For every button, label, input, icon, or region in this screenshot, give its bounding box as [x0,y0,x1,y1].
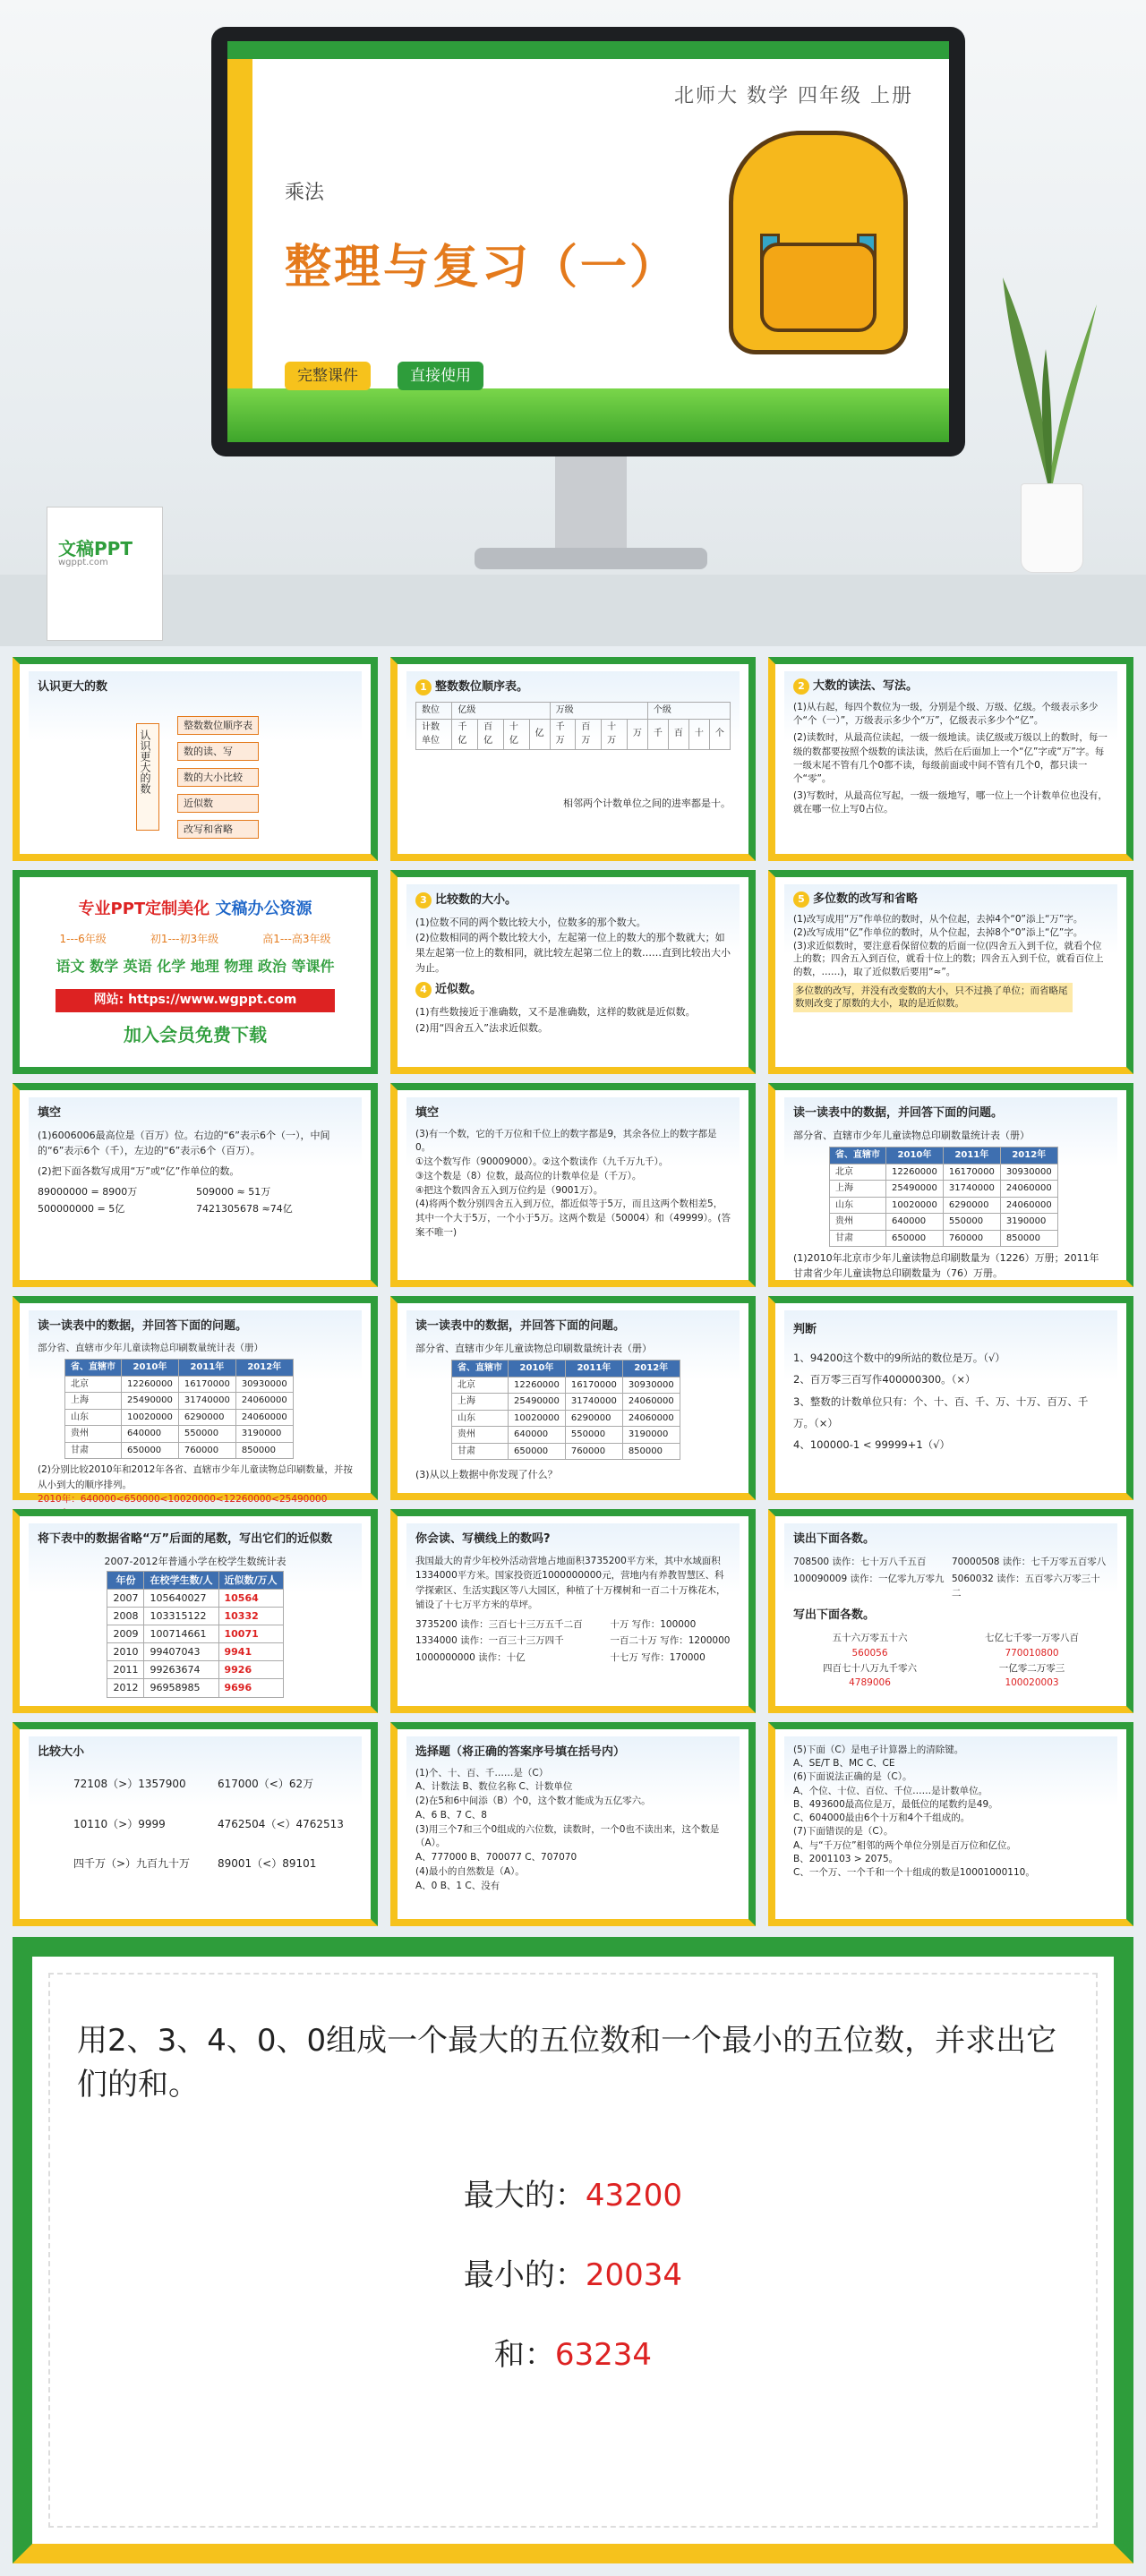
desk [0,575,1146,646]
grass-decoration [227,388,949,442]
card-title: 整数数位顺序表。 [435,680,529,694]
mindmap-item: 数的读、写 [177,742,259,761]
mindmap-item: 改写和省略 [177,820,259,839]
featured-slide[interactable] [13,1937,1133,2563]
slide-card-9[interactable]: 读一读表中的数据，并回答下面的问题。 部分省、直辖市少年儿童读物总印刷数量统计表（册） 省、直辖市 2010年 2011年 2012年 北京 12260000 16170000 30930000 上海 25490000 31740000 24060000 山东 10020000 6290000 24060000 贵州 640000 550000 3190000 甘肃 650000 760000 850000 (1)2010年北京市少年儿童读物总印刷数量为（1226）万册；2011年甘肃省少年儿童读物总印刷数量为（76）万册。 [768,1083,1133,1287]
calendar-logo-card [47,507,163,641]
answer-sum: 和：63234 [493,2336,653,2373]
ad-card[interactable]: 专业PPT定制美化 文稿办公资源 1---6年级 初1---初3年级 高1---高3年级 语文 数学 英语 化学 地理 物理 政治 等课件 网站: https://www.wgppt.com 加入会员免费下载 [13,870,378,1074]
slide-card-1[interactable] [13,657,378,861]
monitor-base [475,548,707,569]
slide-card-14[interactable]: 你会读、写横线上的数吗? 我国最大的青少年校外活动营地占地面积3735200平方米，其中水域面积1334000平方米。国家投资近1000000000元，营地内有养教智慧区、科学探索区、生活实践区等八大园区，种植了十万棵树和一百二十万株花木，铺设了十七万平方米的草坪。 3735200 读作：三百七十三万五千二百 十万 写作：100000 1334000 读作：一百三十三万四千 一百二十万 写作：1200000 1000000000 读作：十亿 十七万 写作：170000 [390,1509,756,1713]
answer-max: 最大的：43200 [463,2177,683,2213]
number-badge: 1 [415,679,432,695]
slide-card-8[interactable]: 填空 (3)有一个数，它的千万位和千位上的数字都是9，其余各位上的数字都是0。 ①这个数写作（90009000）。②这个数读作（九千万九千）。 ③这个数是（8）位数，最高位的计数单位是（千万）。 ④把这个数四舍五入到万位约是（9001万）。 (4)将两个数分别四舍五入到万位，都近似等于5万，而且这两个数相差5，其中一个大于5万，一个小于5万。这两个数是（50004）和（49999）。(答案不唯一) [390,1083,756,1287]
slide-card-2[interactable] [390,657,756,861]
card-title: 认识更大的数 [38,680,108,694]
lesson-label: 乘法 [285,182,325,204]
subject-label: 北师大 数学 四年级 上册 [674,85,913,107]
slide-card-13[interactable]: 将下表中的数据省略“万”后面的尾数，写出它们的近似数 2007-2012年普通小学在校学生数统计表 年份 在校学生数/人 近似数/万人 2007 105640027 10564 2008 103315122 10332 2009 100714661 10071 2010 99407043 9941 2011 99263674 9926 2012 96958985 9696 [13,1509,378,1713]
slide-row-4 [13,1296,1133,1505]
brand-url: wgppt.com [58,558,108,567]
slide-card-3[interactable]: 2 大数的读法、写法。 (1)从右起，每四个数位为一级，分别是个级、万级、亿级。个级表示多少个“个（一）”，万级表示多少个“万”，亿级表示多少个“亿”。 (2)读数时，从最高位读起，一级一级地读。读亿级或万级以上的数时，每一级的数都要按照个级数的读法读，然后在后面加上一个“亿”字或“万”字。每一级末尾不管有几个0都不读，每级前面或中间不管有几个0，都只读一个“零”。 (3)写数时，从最高位写起，一级一级地写，哪一位上一个计数单位也没有，就在哪一位上写0占位。 [768,657,1133,861]
slide-card-11[interactable]: 读一读表中的数据，并回答下面的问题。 部分省、直辖市少年儿童读物总印刷数量统计表（册） 省、直辖市 2010年 2011年 2012年 北京 12260000 16170000 30930000 上海 25490000 31740000 24060000 山东 10020000 6290000 24060000 贵州 640000 550000 3190000 甘肃 650000 760000 850000 (3)从以上数据中你发现了什么？ [390,1296,756,1500]
student-count-table [107,1571,283,1697]
table-row: 2009 100714661 10071 [107,1625,283,1643]
table-row: 2007 105640027 10564 [107,1590,283,1608]
slide-card-17[interactable]: 选择题（将正确的答案序号填在括号内） (1)个、十、百、千……是（C） A、计数法 B、数位名称 C、计数单位 (2)在5和6中间添（B）个0，这个数才能成为五亿零六。 A、6 B、7 C、8 (3)用三个7和三个0组成的六位数，读数时，一个0也不读出来，这个数是（A）。 A、777000 B、700077 C、707070 (4)最小的自然数是（A）。 A、0 B、1 C、没有 [390,1722,756,1926]
direct-use-button[interactable]: 直接使用 [398,362,483,390]
slide-card-12[interactable]: 判断 1、94200这个数中的9所站的数位是万。（√） 2、百万零三百写作400000300。（×） 3、整数的计数单位只有：个、十、百、千、万、十万、百万、千万。（×） 4、100000-1 < 99999+1（√） [768,1296,1133,1500]
monitor-stand [555,456,627,555]
cover-slide [227,41,949,442]
mindmap-item: 数的大小比较 [177,768,259,787]
slide-row-6 [13,1722,1133,1926]
monitor [211,27,965,456]
slide-card-16[interactable]: 比较大小 72108（>）1357900 617000（<）62万 10110（>）9999 4762504（<）4762513 四千万（>）九百九十万 89001（<）89101 [13,1722,378,1926]
slide-row-5 [13,1509,1133,1713]
backpack-illustration [729,131,908,354]
complete-courseware-button[interactable]: 完整课件 [285,362,371,390]
reading-stats-table: 省、直辖市 2010年 2011年 2012年 北京 12260000 16170000 30930000 上海 25490000 31740000 24060000 山东 10020000 6290000 24060000 贵州 640000 550000 3190000 甘肃 650000 760000 850000 [829,1147,1058,1247]
slide-card-6[interactable]: 5 多位数的改写和省略 (1)改写成用“万”作单位的数时，从个位起，去掉4个“0”添上“万”字。 (2)改写成用“亿”作单位的数时，从个位起，去掉8个“0”添上“亿”字。 (3)求近似数时，要注意看保留位数的后面一位(四舍五入到千位，就看个位上的数；四舍五入到百位，就看十位上的数；四舍五入到千位，就看百位上的数，……)，取了近似数后要用“≈”。 多位数的改写，并没有改变数的大小，只不过换了单位；而省略尾数则改变了原数的大小，取的是近似数。 [768,870,1133,1074]
table-header: 年份 [107,1572,144,1590]
cover-title: 整理与复习（一） [285,241,680,294]
mindmap-item: 近似数 [177,794,259,813]
table-header: 近似数/万人 [218,1572,283,1590]
slide-card-7[interactable]: 填空 (1)6006006最高位是（百万）位。右边的“6”表示6个（一），中间的“6”表示6个（千），左边的“6”表示6个（百万）。 (2)把下面各数写成用“万”或“亿”作单位的数。 89000000 = 8900万 509000 ≈ 51万 500000000 = 5亿 7421305678 ≈74亿 [13,1083,378,1287]
plant-icon [994,269,1101,483]
mindmap-center: 认识更大的数 [136,723,159,831]
place-value-table: 数位 亿级 万级 个级 计数单位 千亿 百亿 十亿 亿 千万 百万 十万 万 千 百 十 个 [415,702,731,750]
slide-row-1 [13,657,1133,861]
card-title: 大数的读法、写法。 [813,679,919,693]
plant-pot [1021,483,1083,573]
mindmap-items [177,716,259,839]
slide-card-18[interactable]: (5)下面（C）是电子计算器上的清除键。 A、SE/T B、MC C、CE (6)下面说法正确的是（C）。 A、个位、十位、百位、千位……是计数单位。 B、493600最高位是万，最低位的尾数约是49。 C、604000最由6个十万和4个千组成的。 (7)下面错误的是（C）。 A、与“千万位”相邻的两个单位分别是百万位和亿位。 B、2001103 > 2075。 C、一个万、一个千和一个十组成的数是10001000110。 [768,1722,1133,1926]
question-text: 用2、3、4、0、0组成一个最大的五位数和一个最小的五位数，并求出它们的和。 [77,2023,1057,2103]
website-link[interactable]: 网站: https://www.wgppt.com [56,989,335,1012]
slide-row-3 [13,1083,1133,1287]
table-header: 在校学生数/人 [144,1572,218,1590]
hero-banner [0,0,1146,646]
brand-logo: 文稿PPT [58,538,133,559]
table-row: 2011 99263674 9926 [107,1661,283,1679]
answer-min: 最小的：20034 [463,2256,683,2293]
slide-card-10[interactable]: 读一读表中的数据，并回答下面的问题。 部分省、直辖市少年儿童读物总印刷数量统计表（册） 省、直辖市 2010年 2011年 2012年 北京 12260000 16170000 30930000 上海 25490000 31740000 24060000 山东 10020000 6290000 24060000 贵州 640000 550000 3190000 甘肃 650000 760000 850000 (2)分别比较2010年和2012年各省、直辖市少年儿童读物总印刷数量，并按从小到大的顺序排列。 2010年：640000<650000<10020000<12260000<25490000 [13,1296,378,1500]
slide-row-2 [13,870,1133,1074]
slide-card-15[interactable]: 读出下面各数。 708500 读作：七十万八千五百 70000508 读作：七千万零五百零八 100090009 读作：一亿零九万零九 5060032 读作：五百零六万零三十二 写出下面各数。 五十六万零五十六 七亿七千零一万零八百 560056 770010800 四百七十八万九千零六 一亿零二万零三 4789006 100020003 [768,1509,1133,1713]
featured-slide-content [48,1973,1098,2528]
table-row: 2010 99407043 9941 [107,1643,283,1661]
card-note: 相邻两个计数单位之间的进率都是十。 [563,797,731,809]
table-row: 2008 103315122 10332 [107,1608,283,1625]
slide-card-5[interactable]: 3 比较数的大小。 (1)位数不同的两个数比较大小，位数多的那个数大。 (2)位数相同的两个数比较大小，左起第一位上的数大的那个数就大；如果左起第一位上的数相同，就比较左起第二位上的数……直到比较出大小为止。 4 近似数。 (1)有些数接近于准确数，又不是准确数，这样的数就是近似数。 (2)用“四舍五入”法求近似数。 [390,870,756,1074]
mindmap-item: 整数数位顺序表 [177,716,259,735]
table-row: 2012 96958985 9696 [107,1679,283,1697]
